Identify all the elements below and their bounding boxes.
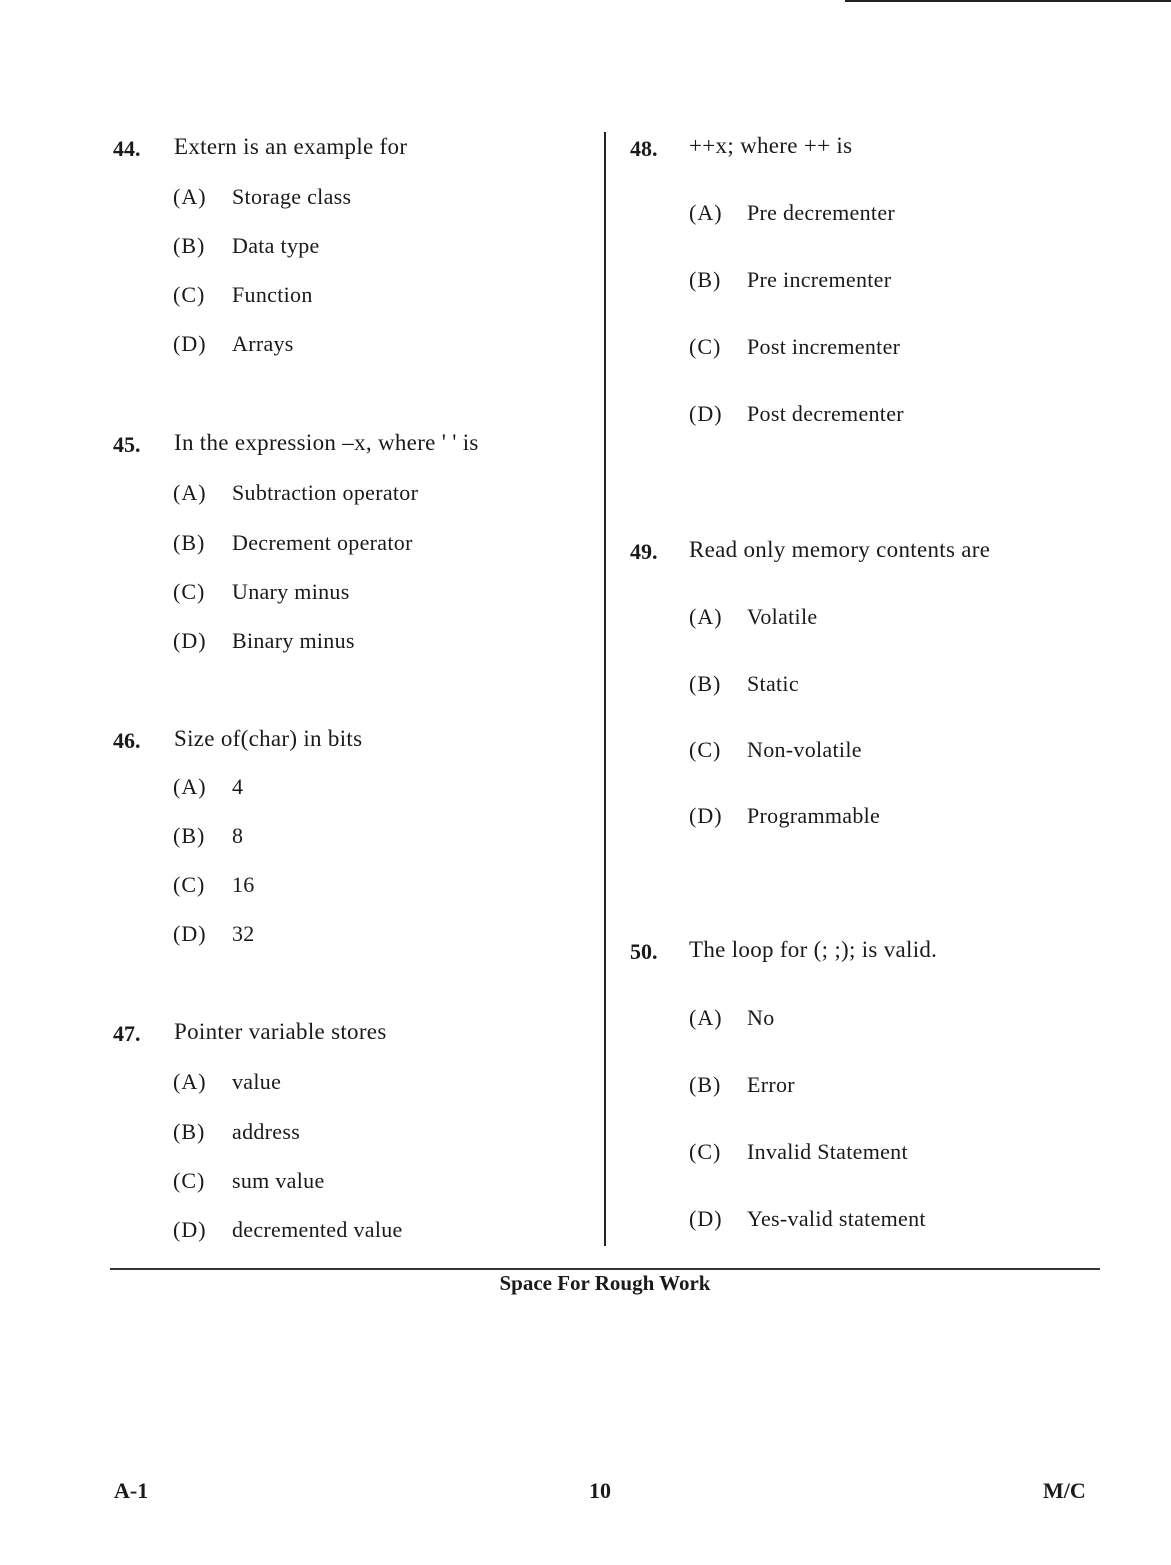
option-text: sum value — [232, 1168, 325, 1193]
option-letter: (D) — [689, 1206, 723, 1231]
option-text: Unary minus — [232, 579, 350, 604]
option-text: Invalid Statement — [747, 1139, 908, 1164]
option-letter: (C) — [689, 334, 722, 359]
option-text: 4 — [232, 774, 244, 799]
option-text: Post incrementer — [747, 334, 901, 359]
option-text: Decrement operator — [232, 530, 413, 555]
top-rule — [845, 0, 1171, 2]
option-letter: (B) — [689, 1072, 722, 1097]
option-text: Binary minus — [232, 628, 355, 653]
option-letter: (B) — [173, 823, 206, 848]
question-number: 48. — [630, 136, 658, 161]
footer-subject-code: M/C — [1043, 1478, 1086, 1503]
option-text: Data type — [232, 233, 320, 258]
question-text: ++x; where ++ is — [689, 133, 853, 158]
option-letter: (B) — [689, 267, 722, 292]
question-text: Extern is an example for — [174, 134, 408, 159]
option-text: 8 — [232, 823, 244, 848]
question-number: 50. — [630, 939, 658, 964]
option-letter: (B) — [173, 1119, 206, 1144]
option-letter: (D) — [173, 921, 207, 946]
option-text: Programmable — [747, 803, 881, 828]
option-letter: (D) — [689, 803, 723, 828]
page-number: 10 — [589, 1478, 611, 1503]
option-letter: (C) — [173, 579, 206, 604]
option-letter: (D) — [173, 331, 207, 356]
option-letter: (C) — [689, 737, 722, 762]
option-letter: (A) — [173, 184, 207, 209]
option-text: Pre decrementer — [747, 200, 896, 225]
footer-series-code: A-1 — [114, 1478, 149, 1503]
option-text: value — [232, 1069, 282, 1094]
option-text: 32 — [232, 921, 255, 946]
option-letter: (D) — [173, 1217, 207, 1242]
option-letter: (C) — [689, 1139, 722, 1164]
column-divider — [604, 132, 606, 1246]
option-letter: (B) — [689, 671, 722, 696]
option-text: 16 — [232, 872, 255, 897]
question-number: 47. — [113, 1021, 141, 1046]
option-text: decremented value — [232, 1217, 403, 1242]
question-text: In the expression –x, where ' ' is — [174, 430, 479, 455]
question-text: Pointer variable stores — [174, 1019, 387, 1044]
option-text: Arrays — [232, 331, 294, 356]
question-number: 44. — [113, 136, 141, 161]
question-number: 45. — [113, 432, 141, 457]
question-text: Size of(char) in bits — [174, 726, 363, 751]
option-text: Non-volatile — [747, 737, 862, 762]
option-letter: (A) — [689, 200, 723, 225]
option-letter: (A) — [173, 480, 207, 505]
rough-work-divider — [110, 1268, 1100, 1270]
option-letter: (C) — [173, 872, 206, 897]
question-number: 46. — [113, 728, 141, 753]
question-number: 49. — [630, 539, 658, 564]
option-text: No — [747, 1005, 775, 1030]
option-letter: (B) — [173, 530, 206, 555]
option-letter: (B) — [173, 233, 206, 258]
option-text: Pre incrementer — [747, 267, 892, 292]
option-letter: (C) — [173, 282, 206, 307]
question-text: The loop for (; ;); is valid. — [689, 937, 938, 962]
option-letter: (A) — [689, 604, 723, 629]
option-text: Yes-valid statement — [747, 1206, 926, 1231]
option-text: Volatile — [747, 604, 818, 629]
option-text: Post decrementer — [747, 401, 904, 426]
option-text: address — [232, 1119, 301, 1144]
option-text: Static — [747, 671, 799, 696]
option-letter: (D) — [689, 401, 723, 426]
option-text: Error — [747, 1072, 795, 1097]
rough-work-label: Space For Rough Work — [499, 1271, 711, 1295]
option-text: Storage class — [232, 184, 352, 209]
question-text: Read only memory contents are — [689, 537, 991, 562]
option-letter: (C) — [173, 1168, 206, 1193]
option-letter: (A) — [173, 774, 207, 799]
option-text: Function — [232, 282, 313, 307]
option-letter: (A) — [689, 1005, 723, 1030]
option-letter: (A) — [173, 1069, 207, 1094]
option-letter: (D) — [173, 628, 207, 653]
option-text: Subtraction operator — [232, 480, 419, 505]
